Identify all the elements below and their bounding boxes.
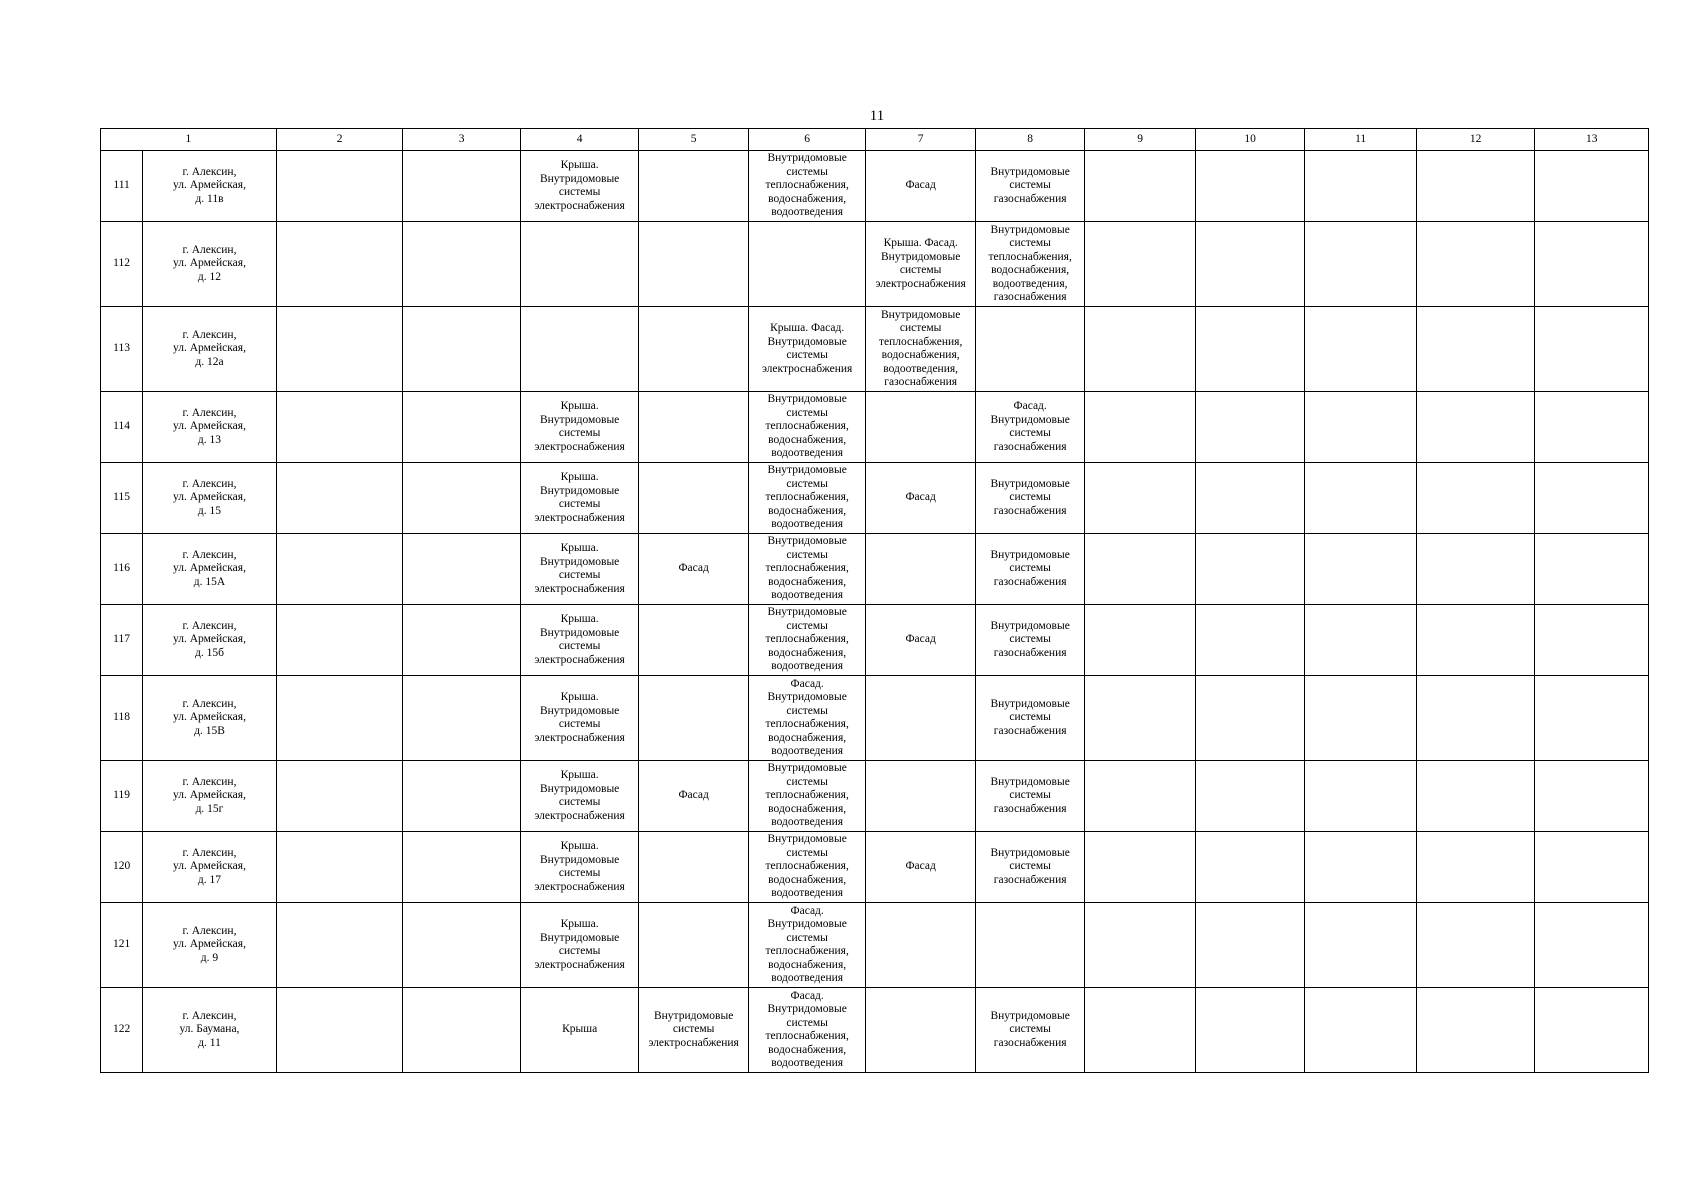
- col-7-cell: Крыша. Фасад. Внутридомовые системы электроснабжения: [866, 222, 975, 307]
- row-number-cell: 116: [101, 534, 143, 605]
- col-12-cell: [1416, 463, 1535, 534]
- col-2-cell: [276, 988, 403, 1073]
- col-5-cell: [639, 307, 748, 392]
- col-4-cell: Крыша. Внутридомовые системы электроснабжения: [520, 463, 639, 534]
- col-4-cell: Крыша. Внутридомовые системы электроснабжения: [520, 534, 639, 605]
- col-6-cell: Фасад. Внутридомовые системы теплоснабжения, водоснабжения, водоотведения: [748, 903, 866, 988]
- col-10-cell: [1195, 988, 1304, 1073]
- col-6-cell: Крыша. Фасад. Внутридомовые системы электроснабжения: [748, 307, 866, 392]
- col-12-cell: [1416, 605, 1535, 676]
- col-8-cell: Внутридомовые системы газоснабжения: [975, 534, 1084, 605]
- col-7-cell: Фасад: [866, 605, 975, 676]
- col-3-cell: [403, 463, 521, 534]
- table-row: [101, 307, 1649, 392]
- col-7-cell: Фасад: [866, 463, 975, 534]
- col-9-cell: [1085, 605, 1195, 676]
- col-3-cell: [403, 903, 521, 988]
- col-9-cell: [1085, 988, 1195, 1073]
- col-11-cell: [1305, 832, 1417, 903]
- address-cell: г. Алексин, ул. Армейская, д. 12: [143, 222, 277, 307]
- col-11-cell: [1305, 534, 1417, 605]
- col-5-cell: [639, 463, 748, 534]
- col-9-cell: [1085, 222, 1195, 307]
- col-12-cell: [1416, 392, 1535, 463]
- col-6-cell: [748, 222, 866, 307]
- col-3-cell: [403, 222, 521, 307]
- col-9-cell: [1085, 151, 1195, 222]
- col-2-cell: [276, 151, 403, 222]
- col-10-cell: [1195, 392, 1304, 463]
- column-header-13: 13: [1535, 129, 1649, 151]
- col-2-cell: [276, 534, 403, 605]
- col-2-cell: [276, 392, 403, 463]
- col-9-cell: [1085, 307, 1195, 392]
- col-2-cell: [276, 222, 403, 307]
- table-row: [101, 761, 1649, 832]
- col-12-cell: [1416, 903, 1535, 988]
- col-10-cell: [1195, 676, 1304, 761]
- column-header-2: 2: [276, 129, 403, 151]
- col-7-cell: [866, 761, 975, 832]
- col-13-cell: [1535, 676, 1649, 761]
- table-row: [101, 534, 1649, 605]
- col-8-cell: Внутридомовые системы газоснабжения: [975, 832, 1084, 903]
- col-8-cell: Внутридомовые системы газоснабжения: [975, 151, 1084, 222]
- table-row: [101, 605, 1649, 676]
- col-2-cell: [276, 903, 403, 988]
- col-7-cell: Внутридомовые системы теплоснабжения, водоснабжения, водоотведения, газоснабжения: [866, 307, 975, 392]
- column-header-3: 3: [403, 129, 521, 151]
- column-header-8: 8: [975, 129, 1084, 151]
- col-13-cell: [1535, 832, 1649, 903]
- column-header-7: 7: [866, 129, 975, 151]
- col-10-cell: [1195, 903, 1304, 988]
- col-9-cell: [1085, 676, 1195, 761]
- column-number-row: [101, 129, 1649, 151]
- col-4-cell: Крыша. Внутридомовые системы электроснабжения: [520, 832, 639, 903]
- col-6-cell: Внутридомовые системы теплоснабжения, водоснабжения, водоотведения: [748, 534, 866, 605]
- page-number: 11: [869, 108, 885, 124]
- address-cell: г. Алексин, ул. Армейская, д. 15В: [143, 676, 277, 761]
- col-13-cell: [1535, 534, 1649, 605]
- col-5-cell: [639, 392, 748, 463]
- col-9-cell: [1085, 761, 1195, 832]
- col-6-cell: Внутридомовые системы теплоснабжения, водоснабжения, водоотведения: [748, 392, 866, 463]
- table-row: [101, 903, 1649, 988]
- col-2-cell: [276, 832, 403, 903]
- col-10-cell: [1195, 761, 1304, 832]
- table-row: [101, 832, 1649, 903]
- col-3-cell: [403, 761, 521, 832]
- column-header-11: 11: [1305, 129, 1417, 151]
- col-3-cell: [403, 534, 521, 605]
- col-4-cell: Крыша. Внутридомовые системы электроснабжения: [520, 761, 639, 832]
- col-7-cell: [866, 392, 975, 463]
- col-13-cell: [1535, 988, 1649, 1073]
- col-5-cell: [639, 222, 748, 307]
- col-12-cell: [1416, 676, 1535, 761]
- col-8-cell: Внутридомовые системы теплоснабжения, водоснабжения, водоотведения, газоснабжения: [975, 222, 1084, 307]
- col-7-cell: [866, 988, 975, 1073]
- col-5-cell: [639, 832, 748, 903]
- col-8-cell: Фасад. Внутридомовые системы газоснабжения: [975, 392, 1084, 463]
- col-5-cell: Фасад: [639, 761, 748, 832]
- col-10-cell: [1195, 605, 1304, 676]
- capital-repair-schedule-table: [100, 128, 1649, 1073]
- address-cell: г. Алексин, ул. Армейская, д. 15б: [143, 605, 277, 676]
- col-7-cell: Фасад: [866, 151, 975, 222]
- row-number-cell: 122: [101, 988, 143, 1073]
- col-12-cell: [1416, 988, 1535, 1073]
- col-13-cell: [1535, 605, 1649, 676]
- table-row: [101, 676, 1649, 761]
- address-cell: г. Алексин, ул. Армейская, д. 11в: [143, 151, 277, 222]
- column-header-10: 10: [1195, 129, 1304, 151]
- col-5-cell: [639, 676, 748, 761]
- col-12-cell: [1416, 761, 1535, 832]
- col-11-cell: [1305, 988, 1417, 1073]
- col-11-cell: [1305, 463, 1417, 534]
- row-number-cell: 114: [101, 392, 143, 463]
- table-row: [101, 392, 1649, 463]
- table-body: [101, 129, 1649, 1073]
- col-13-cell: [1535, 392, 1649, 463]
- table-row: [101, 988, 1649, 1073]
- col-9-cell: [1085, 832, 1195, 903]
- col-6-cell: Фасад. Внутридомовые системы теплоснабжения, водоснабжения, водоотведения: [748, 988, 866, 1073]
- table-row: [101, 222, 1649, 307]
- col-13-cell: [1535, 463, 1649, 534]
- col-4-cell: [520, 307, 639, 392]
- row-number-cell: 112: [101, 222, 143, 307]
- col-7-cell: [866, 534, 975, 605]
- col-13-cell: [1535, 151, 1649, 222]
- col-4-cell: Крыша. Внутридомовые системы электроснабжения: [520, 676, 639, 761]
- col-11-cell: [1305, 676, 1417, 761]
- address-cell: г. Алексин, ул. Армейская, д. 15А: [143, 534, 277, 605]
- col-12-cell: [1416, 307, 1535, 392]
- row-number-cell: 120: [101, 832, 143, 903]
- col-10-cell: [1195, 832, 1304, 903]
- address-cell: г. Алексин, ул. Армейская, д. 17: [143, 832, 277, 903]
- col-2-cell: [276, 605, 403, 676]
- address-cell: г. Алексин, ул. Армейская, д. 9: [143, 903, 277, 988]
- col-12-cell: [1416, 222, 1535, 307]
- col-13-cell: [1535, 761, 1649, 832]
- column-header-9: 9: [1085, 129, 1195, 151]
- col-4-cell: Крыша. Внутридомовые системы электроснабжения: [520, 392, 639, 463]
- col-4-cell: Крыша. Внутридомовые системы электроснабжения: [520, 605, 639, 676]
- col-9-cell: [1085, 392, 1195, 463]
- col-2-cell: [276, 761, 403, 832]
- col-13-cell: [1535, 222, 1649, 307]
- col-10-cell: [1195, 463, 1304, 534]
- col-5-cell: [639, 605, 748, 676]
- col-8-cell: Внутридомовые системы газоснабжения: [975, 988, 1084, 1073]
- col-5-cell: [639, 903, 748, 988]
- col-2-cell: [276, 463, 403, 534]
- col-9-cell: [1085, 534, 1195, 605]
- column-header-12: 12: [1416, 129, 1535, 151]
- col-9-cell: [1085, 903, 1195, 988]
- row-number-cell: 118: [101, 676, 143, 761]
- col-10-cell: [1195, 222, 1304, 307]
- col-11-cell: [1305, 903, 1417, 988]
- col-12-cell: [1416, 534, 1535, 605]
- table-row: [101, 463, 1649, 534]
- address-cell: г. Алексин, ул. Баумана, д. 11: [143, 988, 277, 1073]
- col-10-cell: [1195, 151, 1304, 222]
- column-header-6: 6: [748, 129, 866, 151]
- col-3-cell: [403, 988, 521, 1073]
- address-cell: г. Алексин, ул. Армейская, д. 13: [143, 392, 277, 463]
- col-3-cell: [403, 392, 521, 463]
- col-6-cell: Внутридомовые системы теплоснабжения, водоснабжения, водоотведения: [748, 761, 866, 832]
- col-6-cell: Внутридомовые системы теплоснабжения, водоснабжения, водоотведения: [748, 832, 866, 903]
- col-8-cell: [975, 903, 1084, 988]
- col-11-cell: [1305, 761, 1417, 832]
- col-3-cell: [403, 605, 521, 676]
- col-11-cell: [1305, 307, 1417, 392]
- col-9-cell: [1085, 463, 1195, 534]
- col-3-cell: [403, 307, 521, 392]
- col-7-cell: Фасад: [866, 832, 975, 903]
- col-10-cell: [1195, 307, 1304, 392]
- column-header-1: 1: [101, 129, 277, 151]
- col-11-cell: [1305, 605, 1417, 676]
- col-3-cell: [403, 151, 521, 222]
- col-11-cell: [1305, 222, 1417, 307]
- col-11-cell: [1305, 151, 1417, 222]
- col-7-cell: [866, 676, 975, 761]
- row-number-cell: 121: [101, 903, 143, 988]
- col-10-cell: [1195, 534, 1304, 605]
- address-cell: г. Алексин, ул. Армейская, д. 12а: [143, 307, 277, 392]
- address-cell: г. Алексин, ул. Армейская, д. 15: [143, 463, 277, 534]
- col-4-cell: Крыша. Внутридомовые системы электроснабжения: [520, 903, 639, 988]
- row-number-cell: 115: [101, 463, 143, 534]
- col-12-cell: [1416, 832, 1535, 903]
- col-5-cell: [639, 151, 748, 222]
- row-number-cell: 119: [101, 761, 143, 832]
- address-cell: г. Алексин, ул. Армейская, д. 15г: [143, 761, 277, 832]
- col-8-cell: Внутридомовые системы газоснабжения: [975, 463, 1084, 534]
- col-7-cell: [866, 903, 975, 988]
- col-11-cell: [1305, 392, 1417, 463]
- col-5-cell: Фасад: [639, 534, 748, 605]
- col-12-cell: [1416, 151, 1535, 222]
- col-4-cell: Крыша. Внутридомовые системы электроснабжения: [520, 151, 639, 222]
- col-6-cell: Внутридомовые системы теплоснабжения, водоснабжения, водоотведения: [748, 605, 866, 676]
- col-6-cell: Внутридомовые системы теплоснабжения, водоснабжения, водоотведения: [748, 151, 866, 222]
- table-row: [101, 151, 1649, 222]
- col-6-cell: Внутридомовые системы теплоснабжения, водоснабжения, водоотведения: [748, 463, 866, 534]
- col-8-cell: [975, 307, 1084, 392]
- column-header-5: 5: [639, 129, 748, 151]
- col-8-cell: Внутридомовые системы газоснабжения: [975, 676, 1084, 761]
- column-header-4: 4: [520, 129, 639, 151]
- col-5-cell: Внутридомовые системы электроснабжения: [639, 988, 748, 1073]
- col-8-cell: Внутридомовые системы газоснабжения: [975, 761, 1084, 832]
- row-number-cell: 111: [101, 151, 143, 222]
- row-number-cell: 117: [101, 605, 143, 676]
- col-13-cell: [1535, 307, 1649, 392]
- col-6-cell: Фасад. Внутридомовые системы теплоснабжения, водоснабжения, водоотведения: [748, 676, 866, 761]
- col-13-cell: [1535, 903, 1649, 988]
- col-2-cell: [276, 676, 403, 761]
- col-3-cell: [403, 676, 521, 761]
- col-2-cell: [276, 307, 403, 392]
- col-4-cell: [520, 222, 639, 307]
- row-number-cell: 113: [101, 307, 143, 392]
- col-3-cell: [403, 832, 521, 903]
- col-8-cell: Внутридомовые системы газоснабжения: [975, 605, 1084, 676]
- col-4-cell: Крыша: [520, 988, 639, 1073]
